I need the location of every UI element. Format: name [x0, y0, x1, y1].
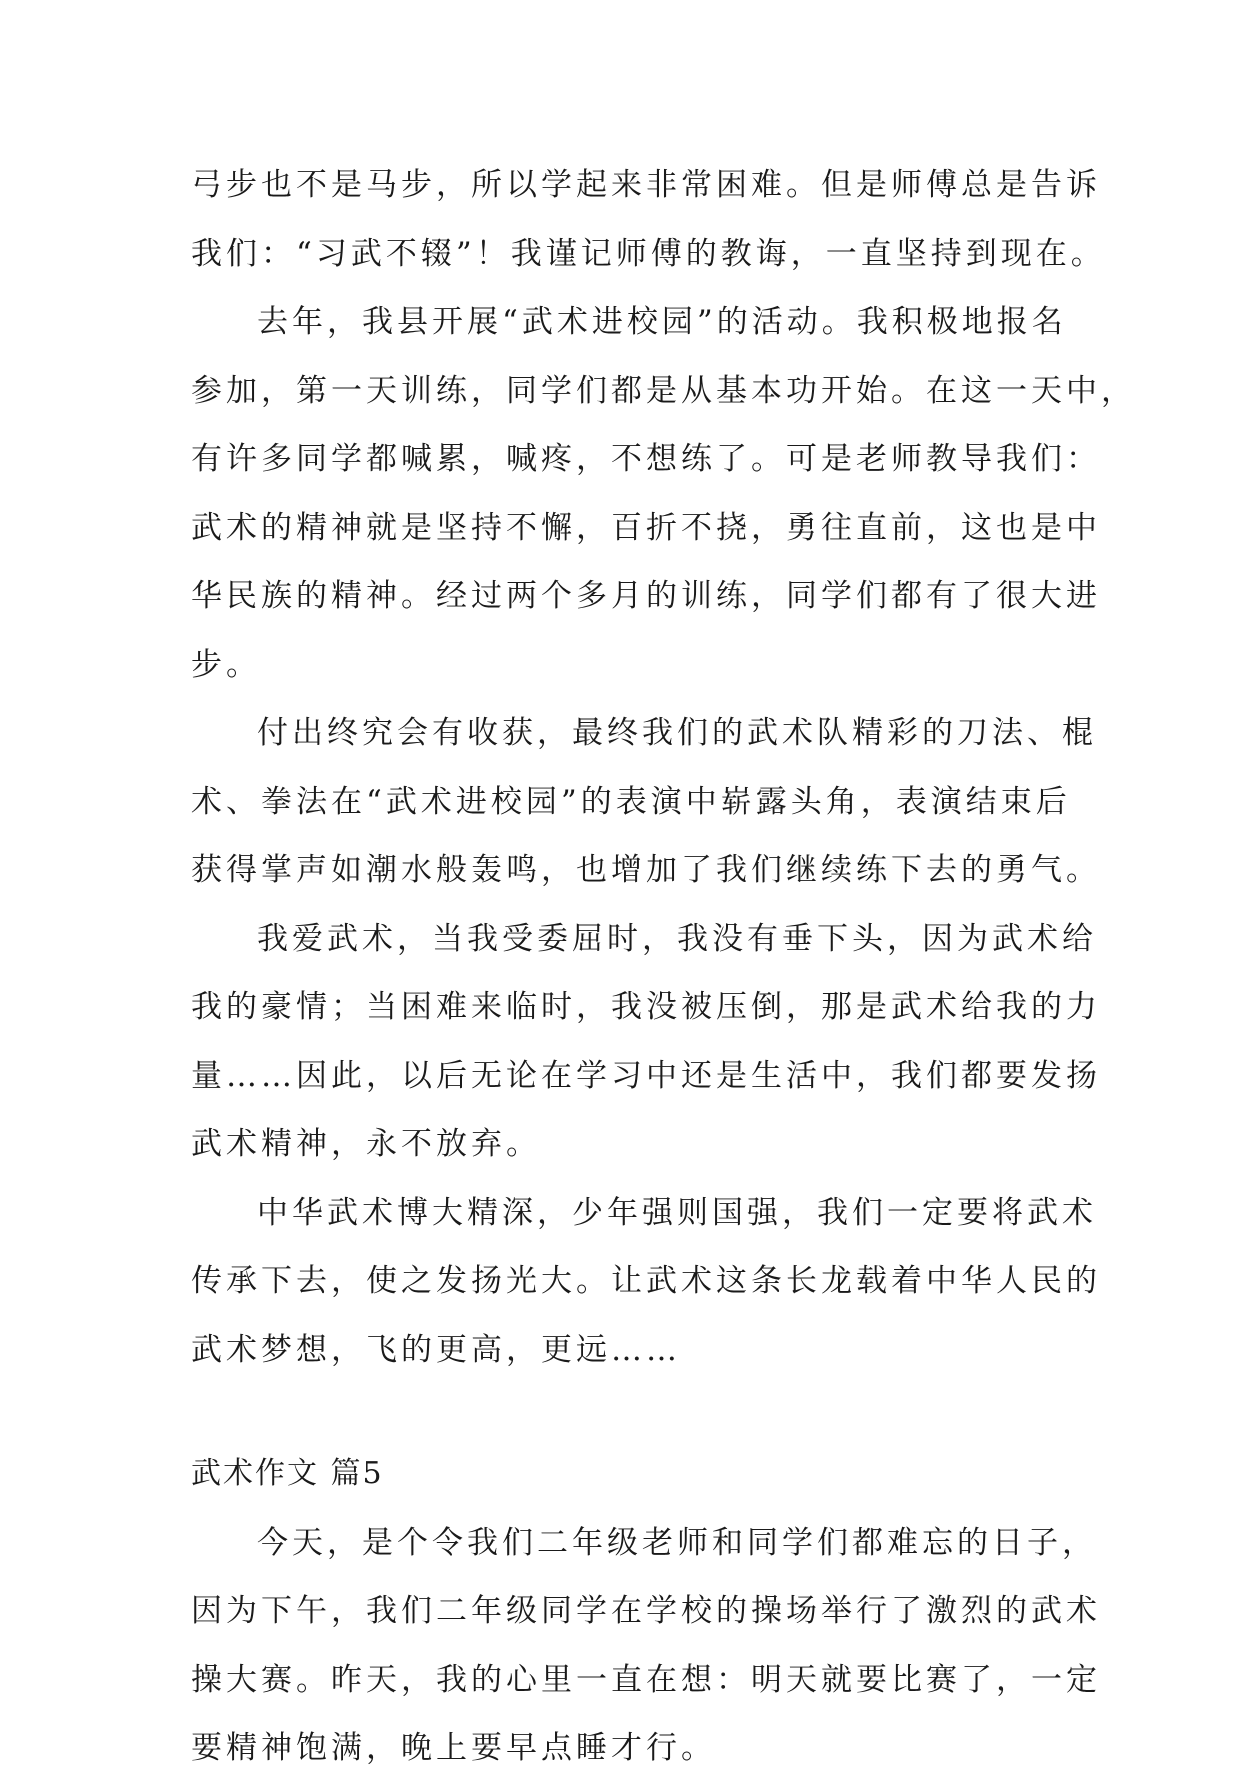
text-line: 武术精神，永不放弃。 [191, 1126, 541, 1162]
text-line: 获得掌声如潮水般轰鸣，也增加了我们继续练下去的勇气。 [191, 852, 1101, 888]
text-line: 我的豪情；当困难来临时，我没被压倒，那是武术给我的力 [191, 989, 1101, 1025]
text-line: 我们：“习武不辍”！我谨记师傅的教诲，一直坚持到现在。 [191, 235, 1106, 272]
text-line: 参加，第一天训练，同学们都是从基本功开始。在这一天中， [191, 372, 1136, 409]
text-line: 弓步也不是马步，所以学起来非常困难。但是师傅总是告诉 [191, 167, 1101, 203]
paragraph [191, 1518, 1101, 1792]
text-line: 华民族的精神。经过两个多月的训练，同学们都有了很大进 [191, 578, 1101, 614]
paragraph [191, 708, 1101, 914]
text-line: 中华武术博大精深，少年强则国强，我们一定要将武术 [257, 1194, 1097, 1231]
text-line: 武术的精神就是坚持不懈，百折不挠，勇往直前，这也是中 [191, 509, 1101, 546]
paragraph [191, 1188, 1101, 1394]
paragraph [191, 297, 1136, 708]
text-line: 去年，我县开展“武术进校园”的活动。我积极地报名 [257, 304, 1067, 340]
text-line: 步。 [191, 646, 261, 683]
text-line: 有许多同学都喊累，喊疼，不想练了。可是老师教导我们： [191, 441, 1101, 477]
text-line: 武术梦想，飞的更高，更远…… [191, 1331, 681, 1368]
document-body [191, 160, 1136, 1792]
paragraph [191, 914, 1101, 1188]
text-line: 操大赛。昨天，我的心里一直在想：明天就要比赛了，一定 [191, 1661, 1101, 1698]
paragraph [191, 160, 1106, 297]
text-line: 术、拳法在“武术进校园”的表演中崭露头角，表演结束后 [191, 783, 1071, 820]
text-line: 付出终究会有收获，最终我们的武术队精彩的刀法、棍 [257, 715, 1097, 751]
text-line: 传承下去，使之发扬光大。让武术这条长龙载着中华人民的 [191, 1263, 1101, 1299]
section-heading: 武术作文 篇5 [191, 1456, 384, 1491]
text-line: 今天，是个令我们二年级老师和同学们都难忘的日子， [257, 1524, 1097, 1561]
text-line: 量……因此，以后无论在学习中还是生活中，我们都要发扬 [191, 1057, 1101, 1094]
section-spacer [191, 1393, 1071, 1449]
text-line: 我爱武术，当我受委屈时，我没有垂下头，因为武术给 [257, 920, 1097, 957]
text-line: 要精神饱满，晚上要早点睡才行。 [191, 1730, 716, 1766]
text-line: 因为下午，我们二年级同学在学校的操场举行了激烈的武术 [191, 1593, 1101, 1629]
